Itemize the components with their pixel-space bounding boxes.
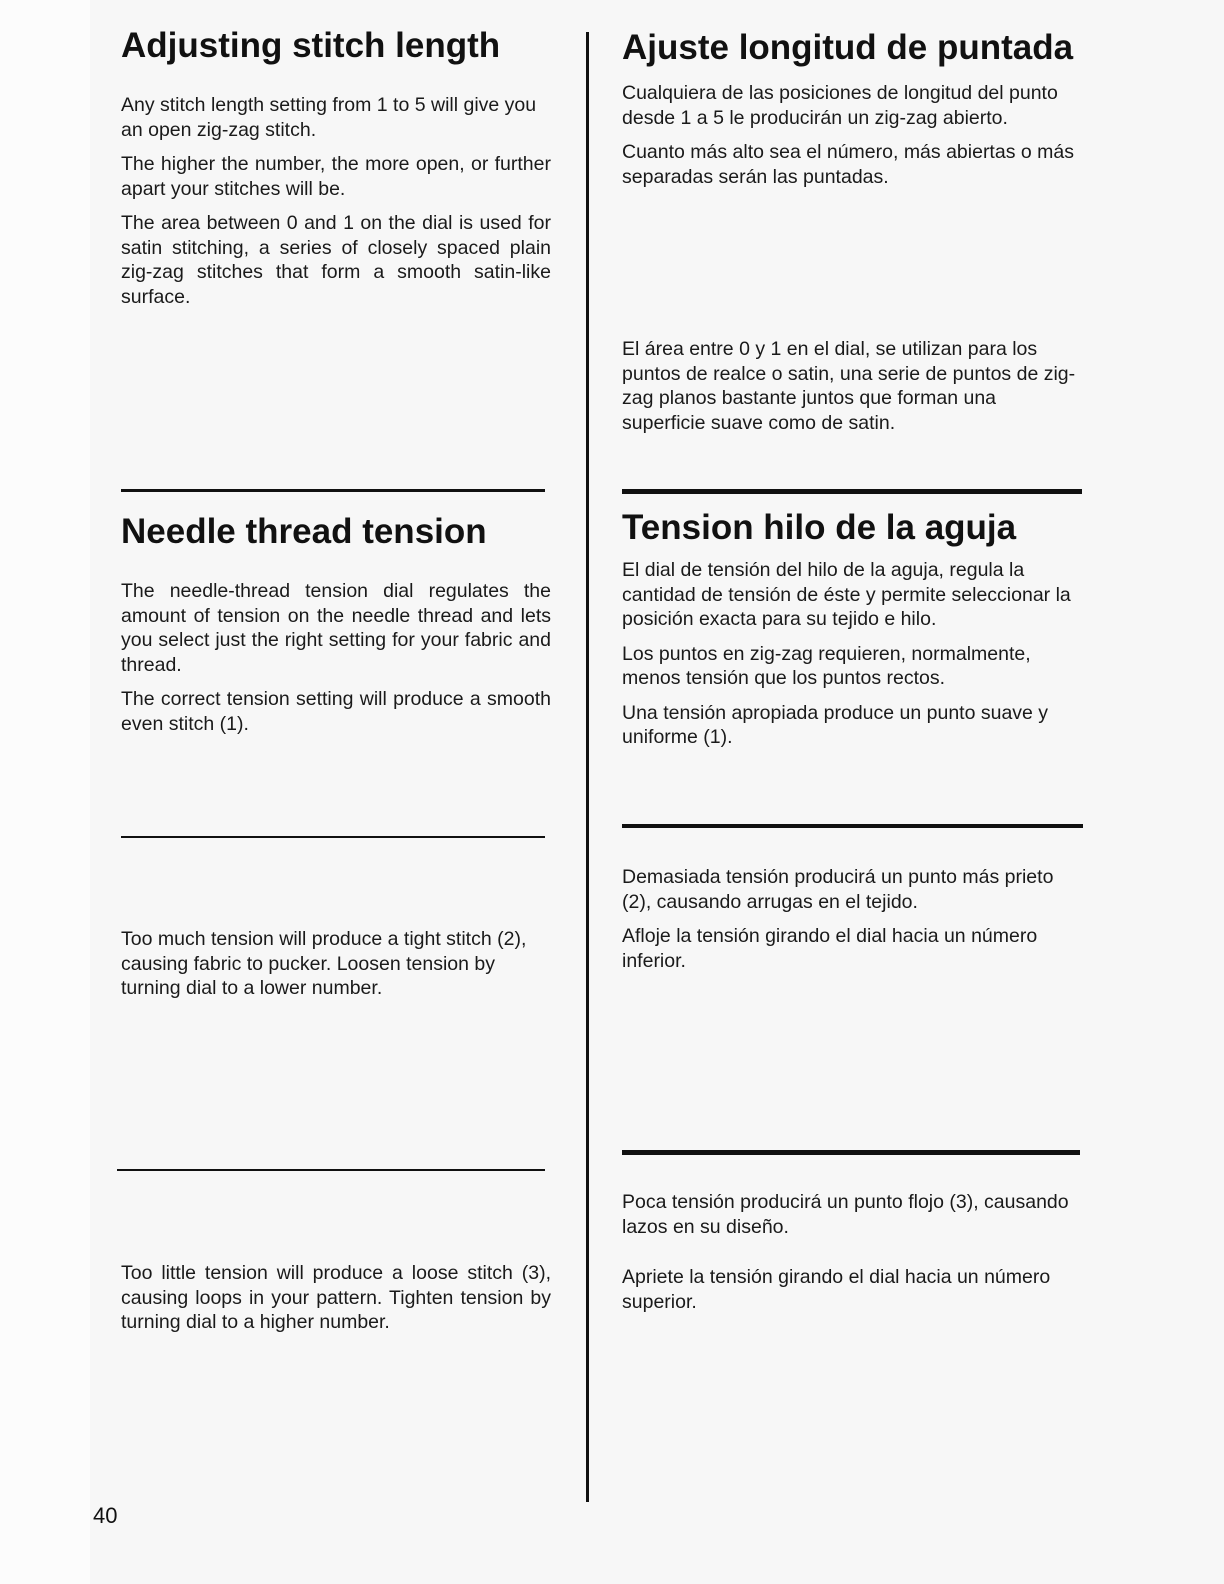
column-divider: [586, 32, 589, 1502]
en-stitch-length-section: [121, 26, 551, 319]
page-margin: [0, 0, 90, 1584]
es-stitch-length-paragraph-1: Cualquiera de las posiciones de longitud del punto desde 1 a 5 le producirán un zig-zag abierto.: [622, 82, 1058, 129]
en-too-much-tension-section: [121, 927, 551, 1011]
section-divider: [622, 824, 1083, 828]
es-too-much-tension-paragraph-1: Demasiada tensión producirá un punto más prieto (2), causando arrugas en el tejido.: [622, 866, 1054, 913]
en-too-little-tension-section: [121, 1261, 551, 1345]
es-too-little-tension-paragraph-2: Apriete la tensión girando el dial hacia un número superior.: [622, 1266, 1051, 1313]
section-divider: [117, 1169, 545, 1171]
en-too-much-tension-paragraph: Too much tension will produce a tight stitch (2), causing fabric to pucker. Loosen tension by turning dial to a lower number.: [121, 928, 527, 999]
es-tension-section: [622, 508, 1084, 760]
en-stitch-length-heading: Adjusting stitch length: [121, 26, 501, 65]
en-tension-heading: Needle thread tension: [121, 512, 487, 551]
en-tension-paragraph-1: The needle-thread tension dial regulates the amount of tension on the needle thread and lets you select just the right setting for your fabric and thread.: [121, 580, 551, 676]
page-number: 40: [93, 1503, 118, 1528]
es-stitch-length-heading: Ajuste longitud de puntada: [622, 28, 1074, 67]
es-stitch-length-paragraph-3: El área entre 0 y 1 en el dial, se utilizan para los puntos de realce o satin, una serie de puntos de zig-zag planos bastante juntos que forman una superficie suave como de satin.: [622, 338, 1076, 434]
es-stitch-length-section: [622, 28, 1084, 199]
es-tension-paragraph-2: Los puntos en zig-zag requieren, normalmente, menos tensión que los puntos rectos.: [622, 642, 1031, 689]
es-too-much-tension-paragraph-2: Afloje la tensión girando el dial hacia un número inferior.: [622, 925, 1038, 972]
es-stitch-length-paragraph-2: Cuanto más alto sea el número, más abiertas o más separadas serán las puntadas.: [622, 141, 1074, 188]
es-too-much-tension-section: [622, 865, 1084, 983]
en-tension-paragraph-2: The correct tension setting will produce a smooth even stitch (1).: [121, 688, 551, 735]
section-divider: [121, 489, 545, 492]
section-divider: [121, 836, 545, 838]
en-stitch-length-paragraph-1: Any stitch length setting from 1 to 5 will give you an open zig-zag stitch.: [121, 94, 537, 141]
en-stitch-length-paragraph-2: The higher the number, the more open, or further apart your stitches will be.: [121, 153, 551, 200]
en-stitch-length-paragraph-3: The area between 0 and 1 on the dial is used for satin stitching, a series of closely spaced plain zig-zag stitches that form a smooth satin-like surface.: [121, 212, 551, 308]
es-too-little-tension-section: [622, 1190, 1084, 1324]
es-tension-paragraph-1: El dial de tensión del hilo de la aguja, regula la cantidad de tensión de éste y permite seleccionar la posición exacta para su tejido e hilo.: [622, 559, 1071, 630]
section-divider: [622, 1150, 1080, 1155]
es-satin-section: [622, 337, 1084, 445]
section-divider: [622, 489, 1082, 494]
es-too-little-tension-paragraph-1: Poca tensión producirá un punto flojo (3), causando lazos en su diseño.: [622, 1191, 1069, 1238]
en-too-little-tension-paragraph: Too little tension will produce a loose stitch (3), causing loops in your pattern. Tighten tension by turning dial to a higher number.: [121, 1262, 551, 1333]
es-tension-heading: Tension hilo de la aguja: [622, 508, 1017, 547]
es-tension-paragraph-3: Una tensión apropiada produce un punto suave y uniforme (1).: [622, 701, 1049, 748]
en-tension-section: [121, 512, 551, 746]
